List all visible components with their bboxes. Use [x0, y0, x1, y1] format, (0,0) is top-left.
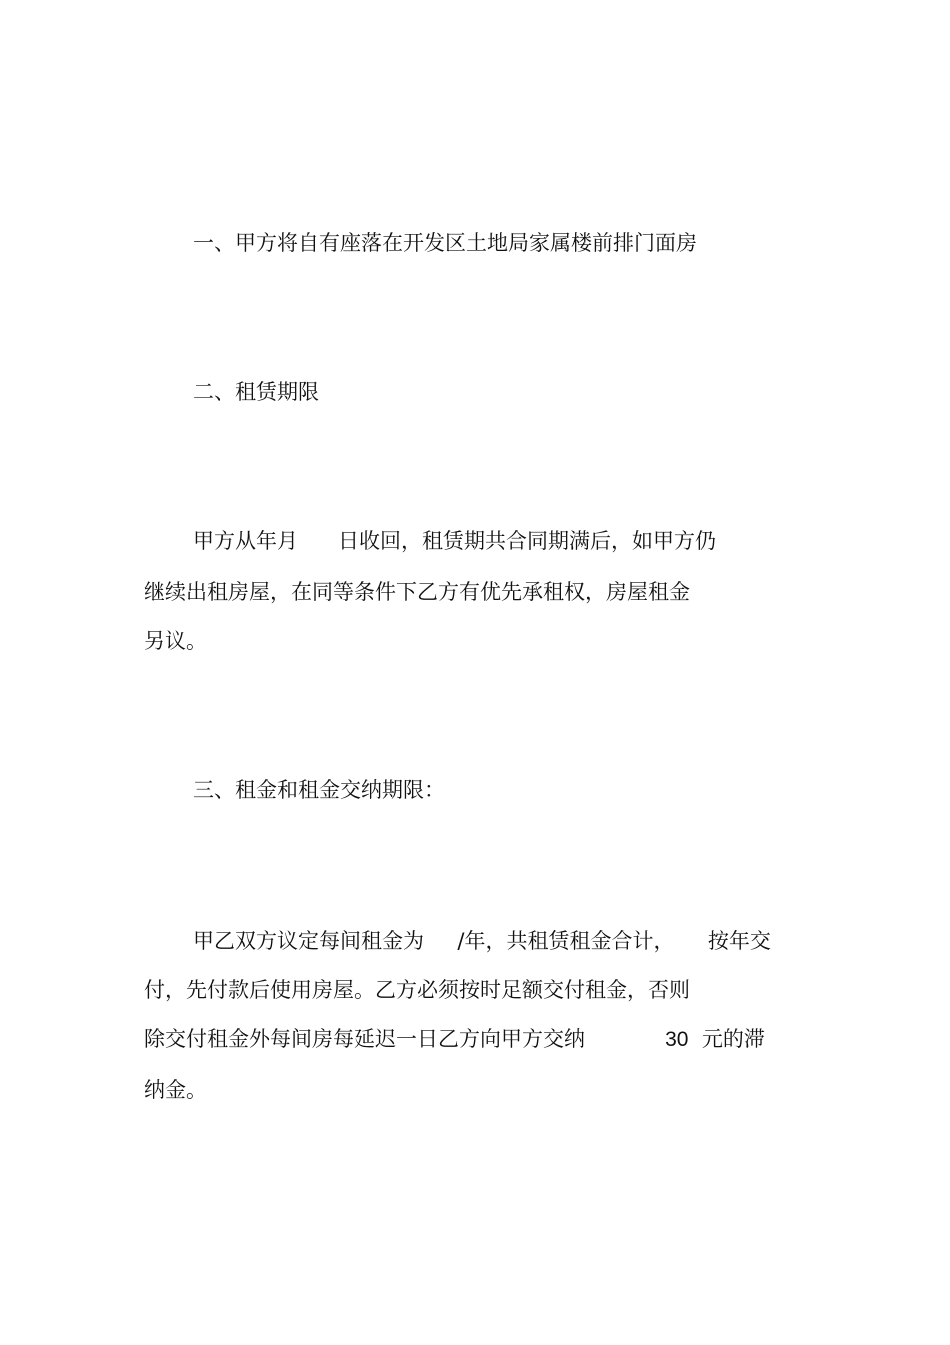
clause-3-line-3-suffix: 元的滞	[688, 1027, 765, 1051]
penalty-amount: 30	[665, 1028, 689, 1051]
clause-2-paragraph-line-2: 继续出租房屋，在同等条件下乙方有优先承租权，房屋租金	[144, 580, 690, 604]
clause-2-heading: 二、租赁期限	[193, 380, 319, 404]
clause-2-paragraph-line-1: 甲方从年月 日收回，租赁期共合同期满后，如甲方仍	[193, 529, 717, 553]
clause-1-text: 一、甲方将自有座落在开发区土地局家属楼前排门面房	[193, 231, 697, 255]
clause-3-paragraph-line-1: 甲乙双方议定每间租金为 /年，共租赁租金合计， 按年交	[193, 929, 771, 953]
clause-3-paragraph-line-2: 付，先付款后使用房屋。乙方必须按时足额交付租金，否则	[144, 978, 690, 1002]
clause-2-paragraph-line-3: 另议。	[144, 629, 207, 653]
clause-3-line-3-text: 除交付租金外每间房每延迟一日乙方向甲方交纳	[144, 1027, 666, 1051]
clause-3-paragraph-line-3	[144, 1025, 765, 1054]
clause-3-heading: 三、租金和租金交纳期限：	[193, 778, 445, 802]
clause-3-paragraph-line-4: 纳金。	[144, 1078, 207, 1102]
